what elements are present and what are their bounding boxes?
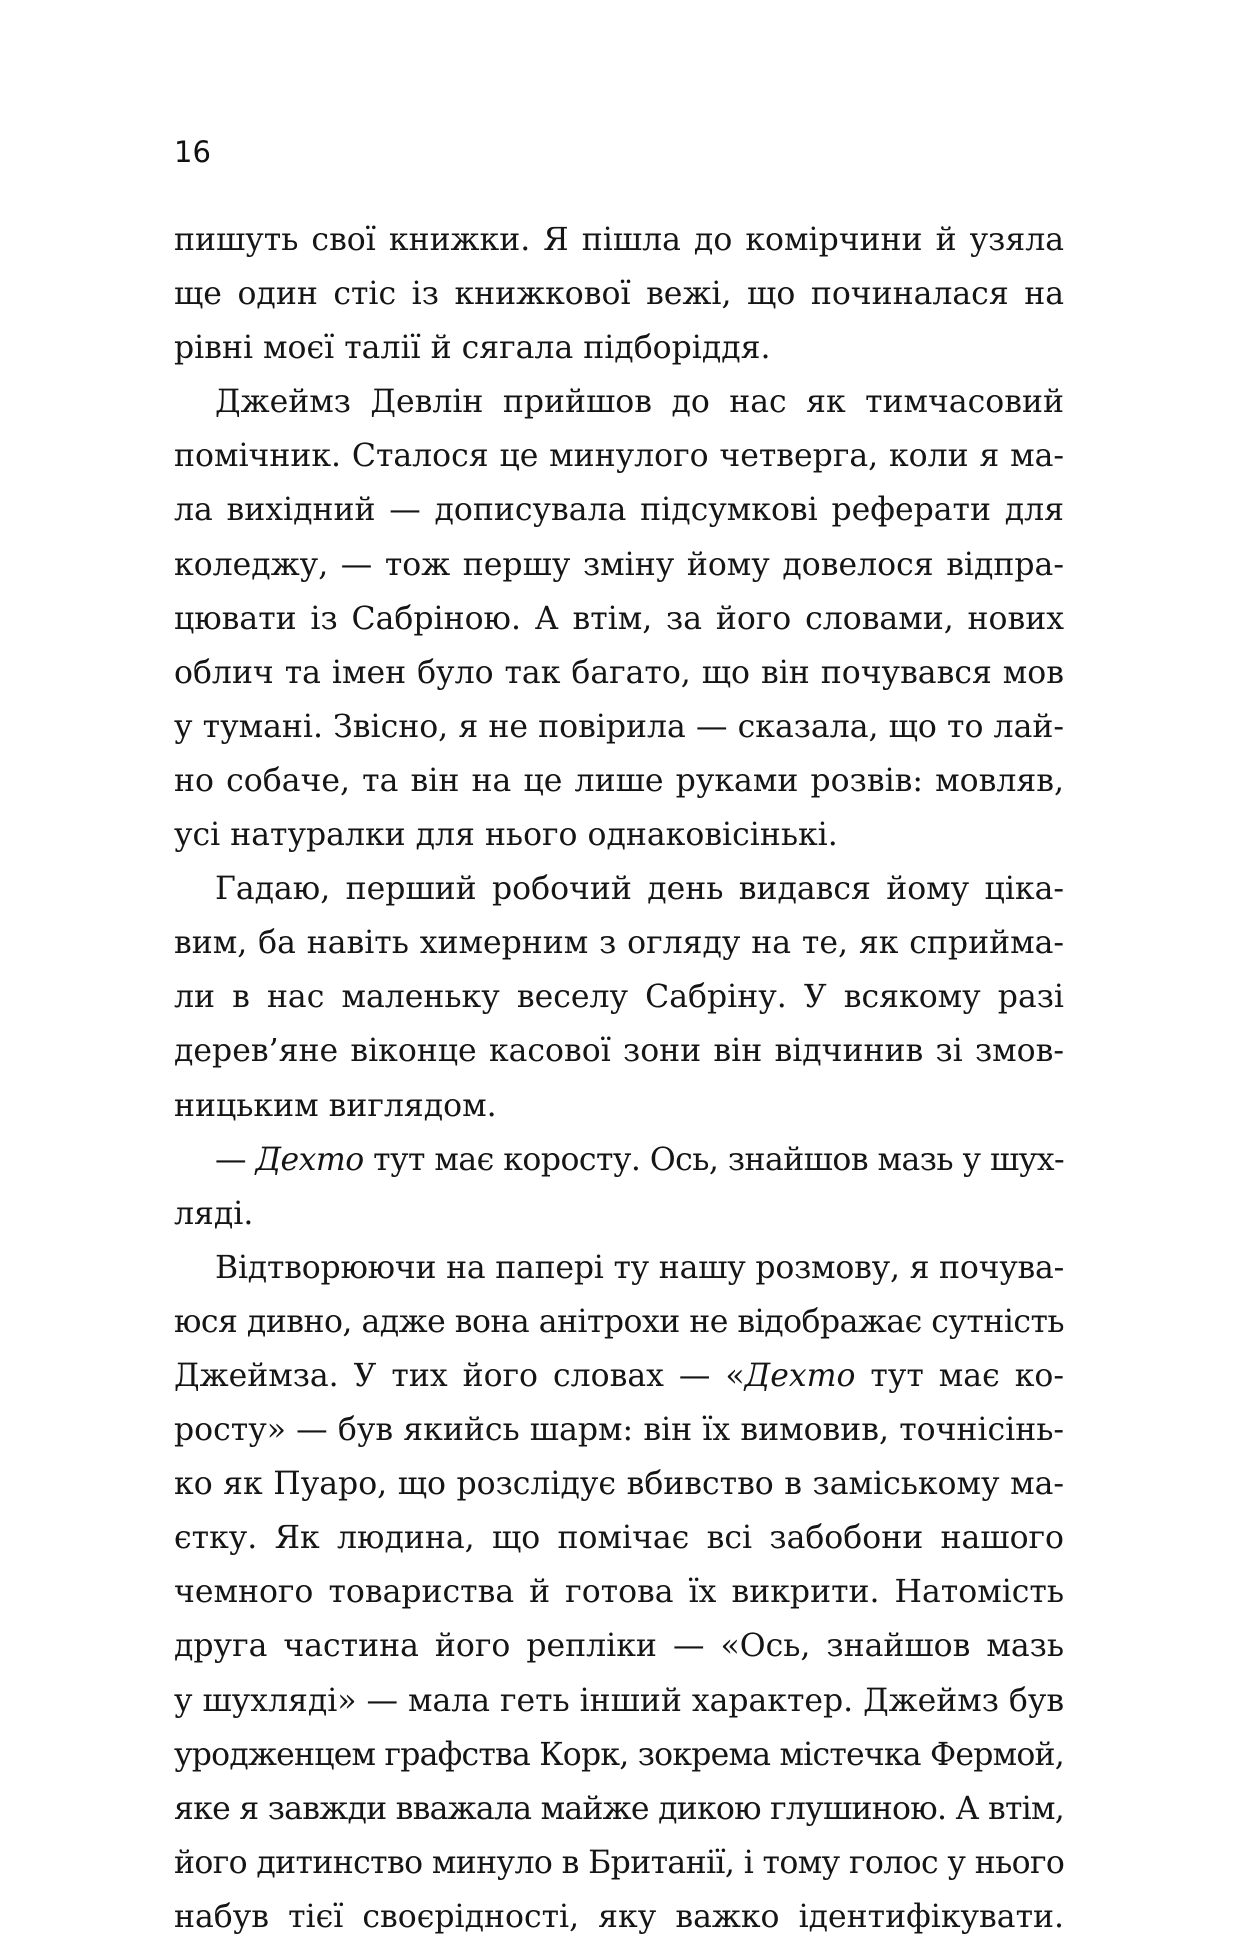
text-line: росту» — був якийсь шарм: він їх вимовив, точнісінь-	[174, 1412, 1064, 1449]
text-line: облич та імен було так багато, що він почувався мов	[174, 654, 1064, 691]
text-line: Відтворюючи на папері ту нашу розмову, я почува-	[215, 1249, 1065, 1286]
text-line: Джеймз Девлін прийшов до нас як тимчасовий	[215, 384, 1064, 421]
text-line: уродженцем графства Корк, зокрема містечка Фермой,	[174, 1736, 1064, 1773]
text-line-mixed: Джеймза. У тих його словах — «Дехто тут має ко-	[174, 1357, 1064, 1394]
text-line: рівні моєї талії й сягала підборіддя.	[174, 330, 771, 367]
text-line: друга частина його репліки — «Ось, знайшов мазь	[174, 1628, 1064, 1665]
text-line: дерев’яне віконце касової зони він відчинив зі змов-	[174, 1033, 1064, 1070]
text-line: ла вихідний — дописувала підсумкові реферати для	[174, 492, 1064, 529]
text-line: усі натуралки для нього однаковісінькі.	[174, 817, 838, 854]
text-block-1	[174, 213, 1064, 1133]
italic-word: Дехто	[744, 1357, 856, 1394]
text-line: ли в нас маленьку веселу Сабріну. У всякому разі	[174, 979, 1064, 1016]
text-line: у шухляді» — мала геть інший характер. Джеймз був	[174, 1682, 1065, 1719]
text-line: набув тієї своєрідності, яку важко ідентифікувати.	[174, 1898, 1064, 1935]
body-text	[174, 213, 1064, 1944]
text-line: його дитинство минуло в Британії, і тому голос у нього	[174, 1844, 1065, 1881]
text-line: но собаче, та він на це лише руками розвів: мовляв,	[174, 762, 1064, 799]
text-line: цювати із Сабріною. А втім, за його словами, нових	[174, 600, 1064, 637]
text-line: Гадаю, перший робочий день видався йому ціка-	[215, 871, 1064, 908]
text-line: юся дивно, адже вона анітрохи не відображає сутність	[174, 1303, 1064, 1340]
page-number: 16	[174, 135, 211, 169]
text-line: пишуть свої книжки. Я пішла до комірчини й узяла	[174, 222, 1064, 258]
text-line: помічник. Сталося це минулого четверга, коли я ма-	[174, 438, 1064, 475]
text-line: вим, ба навіть химерним з огляду на те, як сприйма-	[174, 925, 1064, 962]
text-block-3	[174, 1403, 1064, 1944]
text-line: ницьким виглядом.	[174, 1087, 497, 1124]
text-line: чемного товариства й готова їх викрити. Натомість	[174, 1574, 1064, 1611]
italic-word: Дехто	[255, 1141, 364, 1178]
text-line-dialogue: — Дехто тут має коросту. Ось, знайшов мазь у шух-	[215, 1141, 1065, 1178]
text-line: ляді.	[174, 1195, 254, 1232]
text-block-2	[174, 1241, 1064, 1349]
text-line: єтку. Як людина, що помічає всі забобони нашого	[174, 1520, 1064, 1557]
text-line: ко як Пуаро, що розслідує вбивство в заміському ма-	[174, 1466, 1064, 1503]
text-line: у тумані. Звісно, я не повірила — сказала, що то лай-	[174, 708, 1064, 745]
text-line: ще один стіс із книжкової вежі, що починалася на	[174, 276, 1064, 313]
text-line: яке я завжди вважала майже дикою глушиною. А втім,	[174, 1790, 1064, 1827]
text-line: коледжу, — тож першу зміну йому довелося відпра-	[174, 546, 1064, 583]
